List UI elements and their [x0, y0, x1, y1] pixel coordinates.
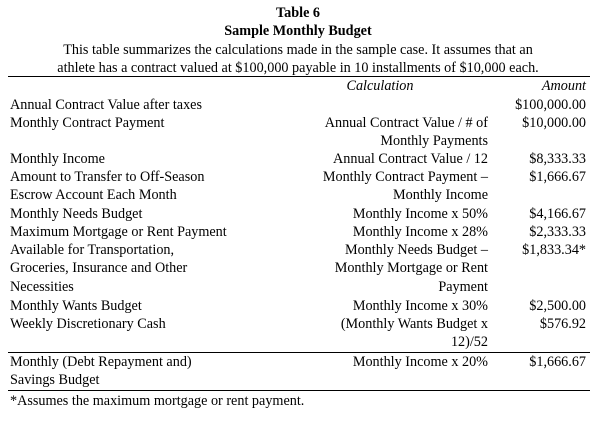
- row-label: Annual Contract Value after taxes: [10, 96, 202, 113]
- row-label: Groceries, Insurance and Other: [10, 260, 188, 277]
- table-caption-line-2: athlete has a contract valued at $100,000 payable in 10 installments of $10,000 each.: [57, 60, 539, 76]
- row-amount: $2,500.00: [529, 298, 586, 314]
- table-bottom-rule: [8, 390, 590, 391]
- row-label: Monthly (Debt Repayment and): [10, 354, 192, 370]
- column-header-amount: Amount: [541, 78, 586, 94]
- row-calculation: Annual Contract Value / 12: [333, 151, 488, 167]
- row-calculation: Monthly Payments: [380, 132, 488, 149]
- row-amount: $1,666.67: [529, 354, 586, 370]
- row-amount: $576.92: [539, 316, 586, 332]
- table-caption-line-1: This table summarizes the calculations made in the sample case. It assumes that an: [63, 42, 533, 58]
- row-label: Monthly Contract Payment: [10, 114, 165, 131]
- table-title: Sample Monthly Budget: [224, 23, 372, 39]
- section-divider-rule: [8, 352, 590, 353]
- row-calculation: 12)/52: [450, 334, 488, 351]
- row-label: Monthly Needs Budget: [10, 206, 143, 222]
- row-amount: $1,666.67: [529, 169, 586, 185]
- row-amount: $100,000.00: [515, 96, 586, 113]
- row-calculation: Monthly Needs Budget –: [344, 242, 488, 258]
- row-label: Monthly Income: [10, 151, 105, 167]
- row-calculation: Monthly Contract Payment –: [322, 169, 488, 185]
- row-calculation: Monthly Mortgage or Rent: [334, 260, 488, 277]
- row-amount: $2,333.33: [529, 224, 586, 240]
- table-footnote: *Assumes the maximum mortgage or rent payment.: [10, 393, 305, 409]
- column-header-calculation: Calculation: [346, 78, 414, 94]
- row-label: Weekly Discretionary Cash: [10, 316, 166, 332]
- row-calculation: Payment: [438, 278, 488, 295]
- header-top-rule: [8, 76, 590, 77]
- row-amount: $4,166.67: [529, 206, 586, 222]
- row-calculation: Monthly Income x 20%: [352, 354, 488, 370]
- row-calculation: (Monthly Wants Budget x: [340, 316, 488, 332]
- row-label: Available for Transportation,: [10, 242, 175, 258]
- row-calculation: Monthly Income x 50%: [352, 206, 488, 222]
- row-calculation: Monthly Income x 30%: [352, 298, 488, 314]
- row-label: Necessities: [10, 278, 74, 295]
- row-calculation: Annual Contract Value / # of: [324, 114, 488, 131]
- row-calculation: Monthly Income x 28%: [352, 224, 488, 240]
- row-amount: $10,000.00: [522, 114, 586, 131]
- row-label: Monthly Wants Budget: [10, 298, 142, 314]
- row-calculation: Monthly Income: [393, 187, 488, 204]
- row-amount: $8,333.33: [529, 151, 586, 167]
- row-label: Escrow Account Each Month: [10, 187, 177, 204]
- table-number: Table 6: [275, 5, 321, 21]
- row-label: Maximum Mortgage or Rent Payment: [10, 224, 227, 240]
- row-label: Amount to Transfer to Off-Season: [10, 169, 205, 185]
- row-amount: $1,833.34*: [522, 242, 586, 258]
- row-label: Savings Budget: [10, 372, 100, 389]
